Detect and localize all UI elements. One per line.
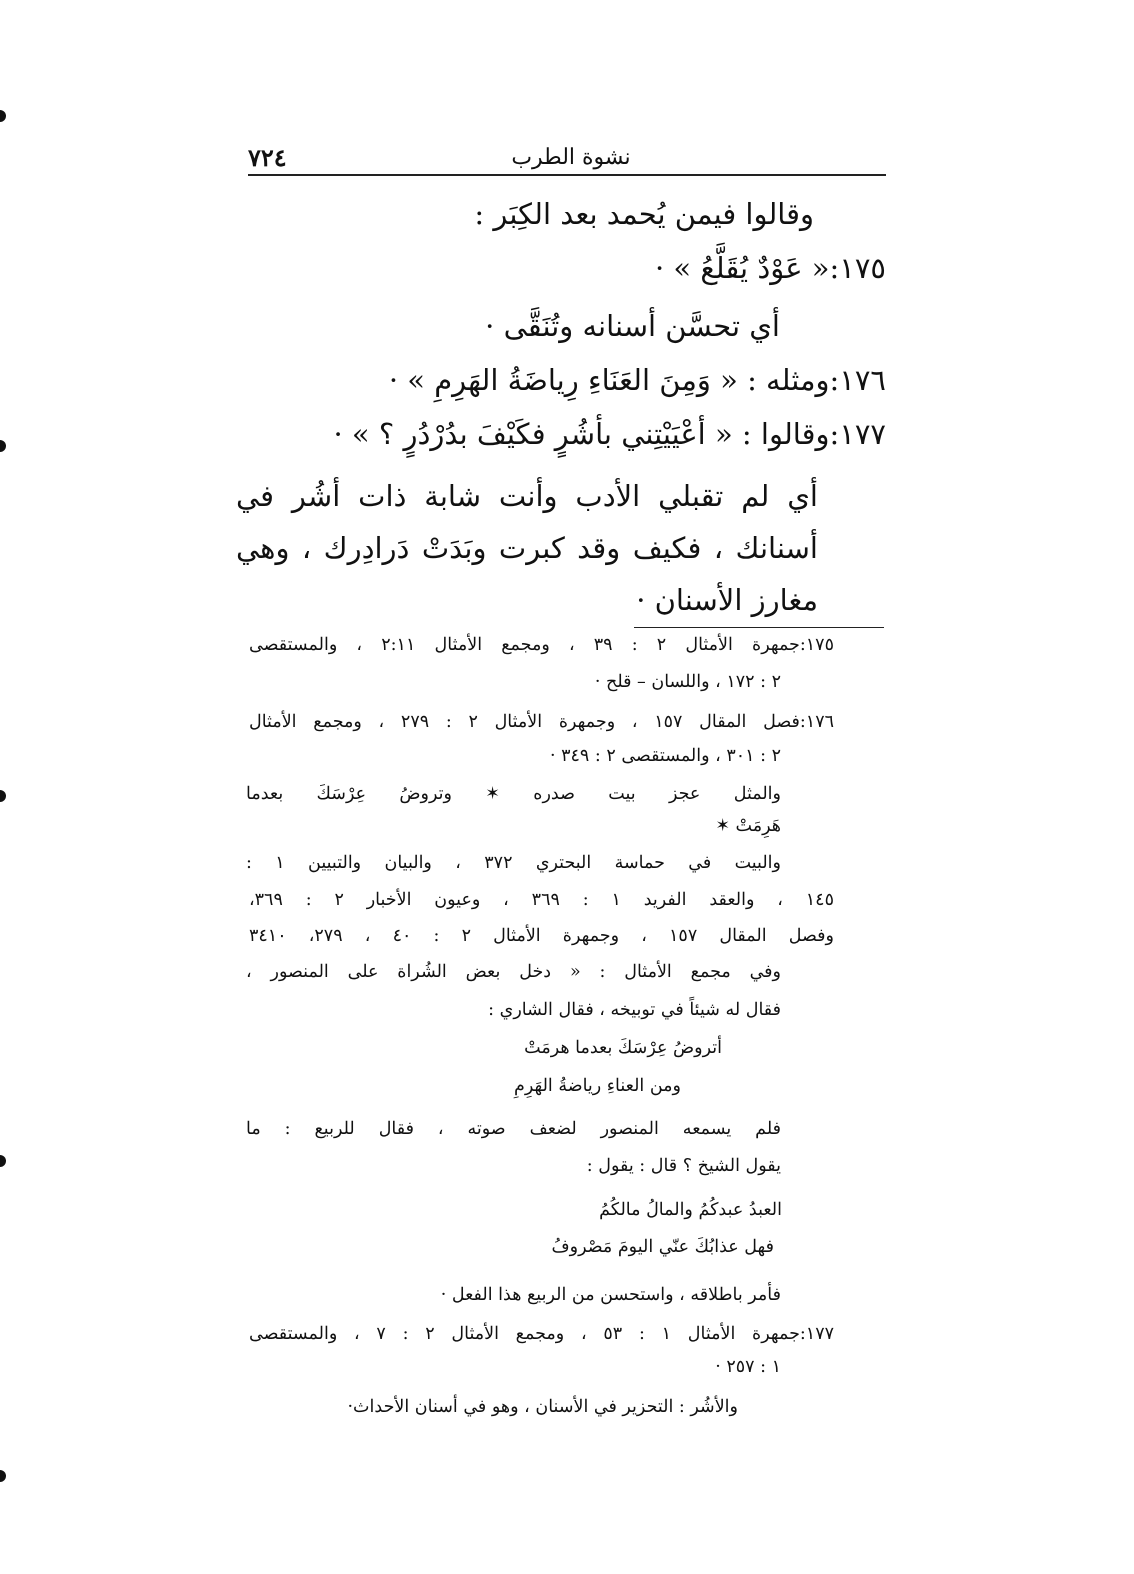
- footnote-177-line1: ١٧٧:جمهرة الأمثال ١ : ٥٣ ، ومجمع الأمثال ٢ : ٧ ، والمستقصى: [249, 1324, 834, 1344]
- running-title: نشوة الطرب: [511, 145, 631, 170]
- footnote-177-line3: والأشُر : التحزير في الأسنان ، وهو في أسنان الأحداث·: [347, 1397, 738, 1417]
- proverb-175: ١٧٥:« عَوْدٌ يُقَلَّعُ » ·: [654, 251, 886, 285]
- main-line-intro: وقالوا فيمن يُحمد بعد الكِبَر :: [474, 197, 814, 231]
- proverb-177-gloss: أي لم تقبلي الأدب وأنت شابة ذات أشُر في أسنانك ، فكيف وقد كبرت وبَدَتْ دَرادِرك ، وهي مغارز الأسنان ·: [236, 479, 818, 617]
- footnote-rule: [634, 627, 884, 628]
- scan-edge-mark: [0, 1155, 6, 1167]
- proverb-177: ١٧٧:وقالوا : « أعْيَيْتِني بأشُرٍ فكَيْفَ بدُرْدُرٍ ؟ » ·: [333, 417, 886, 451]
- proverb-175-gloss: أي تحسَّن أسنانه وتُنَقَّى ·: [485, 309, 780, 343]
- verse-line-3: العبدُ عبدكُمُ والمالُ مالكُمُ: [599, 1200, 782, 1220]
- verse-line-2: ومن العناءِ رياضةُ الهَرِمِ: [514, 1076, 681, 1096]
- footnote-176-line1: ١٧٦:فصل المقال ١٥٧ ، وجمهرة الأمثال ٢ : ٢٧٩ ، ومجمع الأمثال: [249, 712, 834, 732]
- scan-edge-mark: [0, 1470, 6, 1482]
- footnote-176-line7: وفصل المقال ١٥٧ ، وجمهرة الأمثال ٢ : ٤٠ ، ٢٧٩، ٣٤١٠: [249, 926, 834, 946]
- footnote-175-line1: ١٧٥:جمهرة الأمثال ٢ : ٣٩ ، ومجمع الأمثال ٢:١١ ، والمستقصى: [249, 635, 834, 655]
- header-rule: [248, 174, 886, 176]
- scan-edge-mark: [0, 440, 6, 452]
- footnote-175-line2: ٢ : ١٧٢ ، واللسان – قلح ·: [594, 672, 781, 692]
- footnote-176-line4: هَرِمَتْ ✶: [715, 816, 781, 836]
- scan-edge-mark: [0, 110, 6, 122]
- page-header: [248, 143, 886, 175]
- scan-edge-mark: [0, 790, 6, 802]
- proverb-176: ١٧٦:ومثله : « وَمِنَ العَنَاءِ رِياضَةُ الهَرِمِ » ·: [388, 363, 886, 397]
- verse-line-1: أتروضُ عِرْسَكَ بعدما هرمَتْ: [524, 1038, 722, 1058]
- footnote-176-line10: فلم يسمعه المنصور لضعف صوته ، فقال للربيع : ما: [246, 1119, 781, 1139]
- footnote-176-line6: ١٤٥ ، والعقد الفريد ١ : ٣٦٩ ، وعيون الأخبار ٢ : ٣٦٩،: [249, 890, 834, 910]
- verse-line-4: فهل عذابُكَ عنّي اليومَ مَصْروفُ: [551, 1237, 774, 1257]
- footnote-176-line5: والبيت في حماسة البحتري ٣٧٢ ، والبيان والتبيين ١ :: [246, 853, 781, 873]
- footnote-176-line2: ٢ : ٣٠١ ، والمستقصى ٢ : ٣٤٩ ·: [549, 746, 781, 766]
- page-number: ٧٢٤: [248, 143, 287, 172]
- footnote-176-line3: والمثل عجز بيت صدره ✶ وتروضُ عِرْسَكَ بعدما: [246, 784, 781, 804]
- footnote-176-line9: فقال له شيئاً في توبيخه ، فقال الشاري :: [488, 1000, 781, 1020]
- footnote-176-line8: وفي مجمع الأمثال : « دخل بعض الشُراة على المنصور ،: [246, 962, 781, 982]
- footnote-176-line12: فأمر باطلاقه ، واستحسن من الربيع هذا الفعل ·: [440, 1285, 781, 1305]
- footnote-177-line2: ١ : ٢٥٧ ·: [715, 1357, 781, 1377]
- footnote-176-line11: يقول الشيخ ؟ قال : يقول :: [586, 1156, 781, 1176]
